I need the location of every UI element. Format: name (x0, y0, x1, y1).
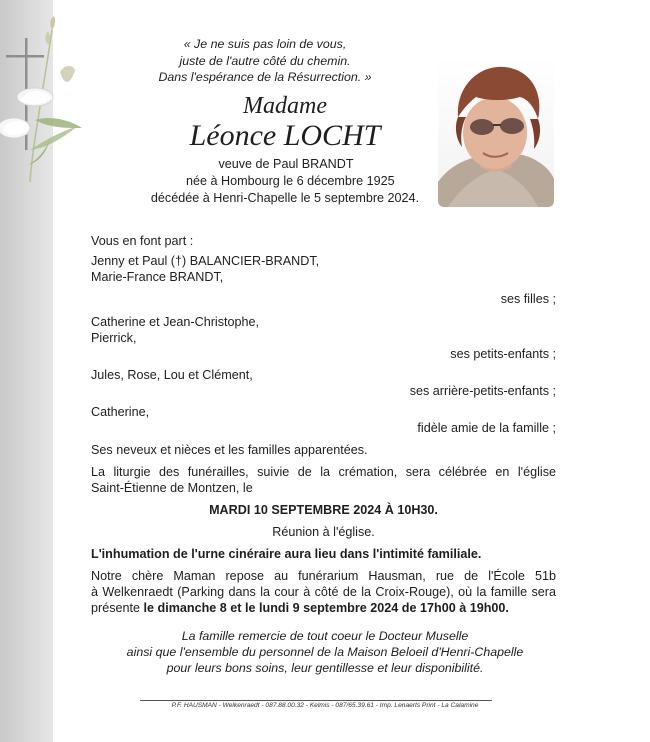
quote-line-1: « Je ne suis pas loin de vous, (183, 37, 347, 51)
grandchildren-role: ses petits-enfants ; (450, 347, 556, 361)
quote-line-3: Dans l'espérance de la Résurrection. » (158, 70, 372, 84)
death-info: décédée à Henri-Chapelle le 5 septembre 2024. (150, 191, 420, 205)
thanks-line-2: ainsi que l'ensemble du personnel de la Maison Beloeil d'Henri-Chapelle (126, 645, 524, 659)
footer-credits: P.F. HAUSMAN - Welkenraedt - 087.88.00.32 - Kelmis - 087/65.39.61 - Imp. Lenaerts Print - La Calamine (171, 702, 479, 709)
thanks-line-3: pour leurs bons soins, leur gentillesse et leur disponibilité. (166, 661, 484, 675)
portrait-photo (438, 57, 554, 207)
relatives-line: Ses neveux et nièces et les familles apparentées. (91, 443, 368, 457)
visitation-line-2: à Welkenraedt (Parking dans la cour à côté de la Croix-Rouge), où la famille sera (91, 585, 556, 599)
opening-quote (135, 36, 395, 86)
thanks-block (120, 628, 530, 676)
quote-line-2: juste de l'autre côté du chemin. (179, 53, 351, 68)
widow-info: veuve de Paul BRANDT (218, 157, 354, 171)
visitation-times: le dimanche 8 et le lundi 9 septembre 2024 de 17h00 à 19h00. (143, 601, 509, 615)
great-grandchildren-line-1: Jules, Rose, Lou et Clément, (91, 368, 253, 382)
ceremony-line-1: La liturgie des funérailles, suivie de la crémation, sera célébrée en l'église (91, 465, 556, 479)
cross-lily-icon (0, 0, 95, 200)
daughters-line-1: Jenny et Paul (†) BALANCIER-BRANDT, (91, 254, 320, 268)
daughters-line-2: Marie-France BRANDT, (91, 270, 224, 284)
cross-horizontal (6, 55, 44, 58)
visitation-line-3 (91, 600, 509, 616)
deceased-name: Léonce LOCHT (189, 119, 381, 152)
footer-divider (140, 700, 492, 701)
ceremony-meeting: Réunion à l'église. (272, 525, 375, 539)
thanks-line-1: La famille remercie de tout coeur le Docteur Muselle (181, 629, 469, 643)
honorific-title: Madame (243, 93, 327, 119)
decorative-sidebar (0, 0, 53, 742)
grandchildren-line-1: Catherine et Jean-Christophe, (91, 315, 260, 329)
grandchildren-line-2: Pierrick, (91, 331, 137, 345)
great-grandchildren-role: ses arrière-petits-enfants ; (409, 384, 556, 398)
daughters-role: ses filles ; (500, 292, 556, 306)
ceremony-date: MARDI 10 SEPTEMBRE 2024 À 10H30. (209, 503, 438, 517)
ceremony-line-2: Saint-Étienne de Montzen, le (91, 481, 253, 495)
visitation-line-1: Notre chère Maman repose au funérarium Hausman, rue de l'École 51b (91, 569, 556, 583)
urn-burial-note: L'inhumation de l'urne cinéraire aura lieu dans l'intimité familiale. (91, 547, 482, 561)
friend-role: fidèle amie de la famille ; (417, 421, 556, 435)
friend-line-1: Catherine, (91, 405, 150, 419)
announcement-intro: Vous en font part : (91, 234, 194, 248)
birth-info: née à Hombourg le 6 décembre 1925 (186, 174, 395, 188)
visitation-line-3-start: présente (91, 601, 141, 615)
